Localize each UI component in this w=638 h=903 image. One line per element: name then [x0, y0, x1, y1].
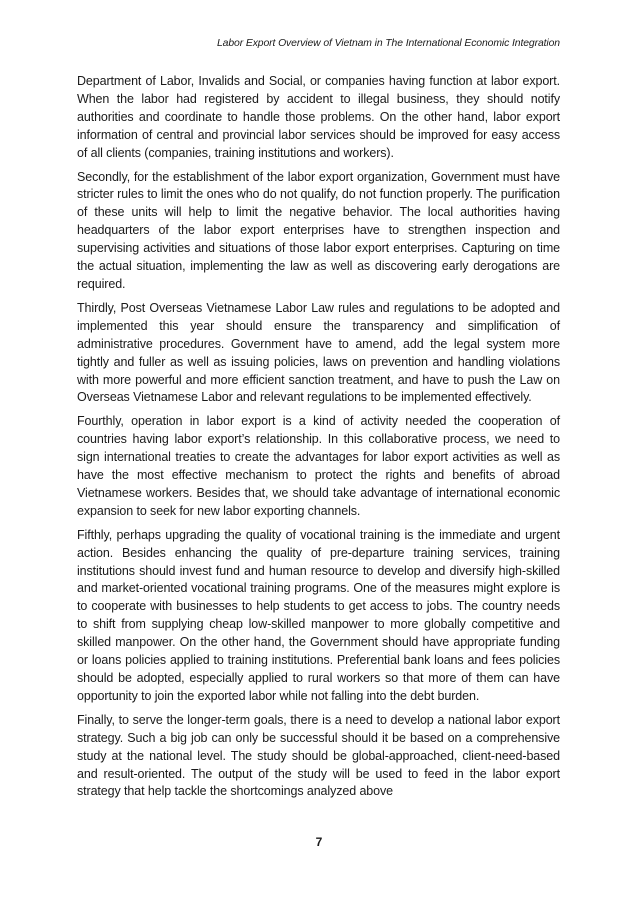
- paragraph-thirdly: Thirdly, Post Overseas Vietnamese Labor Law rules and regulations to be adopted and implemented this year should ensure the transparency and simplification of administrative procedures. Government have to amend, add the legal system more tightly and fuller as well as issuing policies, laws on prevention and handling violations with more powerful and more efficient sanction treatment, and have to push the Law on Overseas Vietnamese Labor and relevant regulations to be implemented effectively.: [77, 300, 560, 405]
- body-text: [77, 73, 560, 807]
- paragraph-fourthly: Fourthly, operation in labor export is a kind of activity needed the cooperation of countries having labor export’s relationship. In this collaborative process, we need to sign international treaties to create the advantages for labor export activities as well as have the most effective mechanism to protect the rights and benefits of abroad Vietnamese workers. Besides that, we should take advantage of international economic expansion to seek for new labor exporting channels.: [77, 414, 560, 518]
- paragraph-secondly: Secondly, for the establishment of the labor export organization, Government must have stricter rules to limit the ones who do not qualify, do not function properly. The purification of these units will help to limit the negative behavior. The local authorities having headquarters of the labor export enterprises have to strengthen inspection and supervising activities and situations of those labor export enterprises. Capturing on time the actual situation, implementing the law as well as discovering early derogations are required.: [77, 169, 560, 291]
- paragraph-finally: Finally, to serve the longer-term goals, there is a need to develop a national labor export strategy. Such a big job can only be successful should it be based on a comprehensive study at the national level. The study should be global-approached, client-need-based and result-oriented. The output of the study will be used to feed in the labor export strategy that help tackle the shortcomings analyzed above: [77, 712, 560, 799]
- paragraph-department-of-labor: Department of Labor, Invalids and Social, or companies having function at labor export. When the labor had registered by accident to illegal business, they should notify authorities and coordinate to handle those problems. On the other hand, labor export information of central and provincial labor services should be improved for easy access of all clients (companies, training institutions and workers).: [77, 74, 560, 160]
- running-header: Labor Export Overview of Vietnam in The International Economic Integration: [217, 38, 560, 49]
- page-number: 7: [315, 835, 323, 849]
- paragraph-fifthly: Fifthly, perhaps upgrading the quality of vocational training is the immediate and urgent action. Besides enhancing the quality of pre-departure training services, training institutions should invest fund and human resource to develop and diversify high-skilled and market-oriented vocational training programs. One of the measures might explore is to cooperate with businesses to help students to get access to jobs. The country needs to shift from supplying cheap low-skilled manpower to more globally competitive and skilled manpower. On the other hand, the Government should have appropriate funding or loans policies applied to training institutions. Preferential bank loans and fees policies should be adopted, especially applied to rural workers so that more of them can have opportunity to join the exported labor while not falling into the debt burden.: [77, 527, 560, 703]
